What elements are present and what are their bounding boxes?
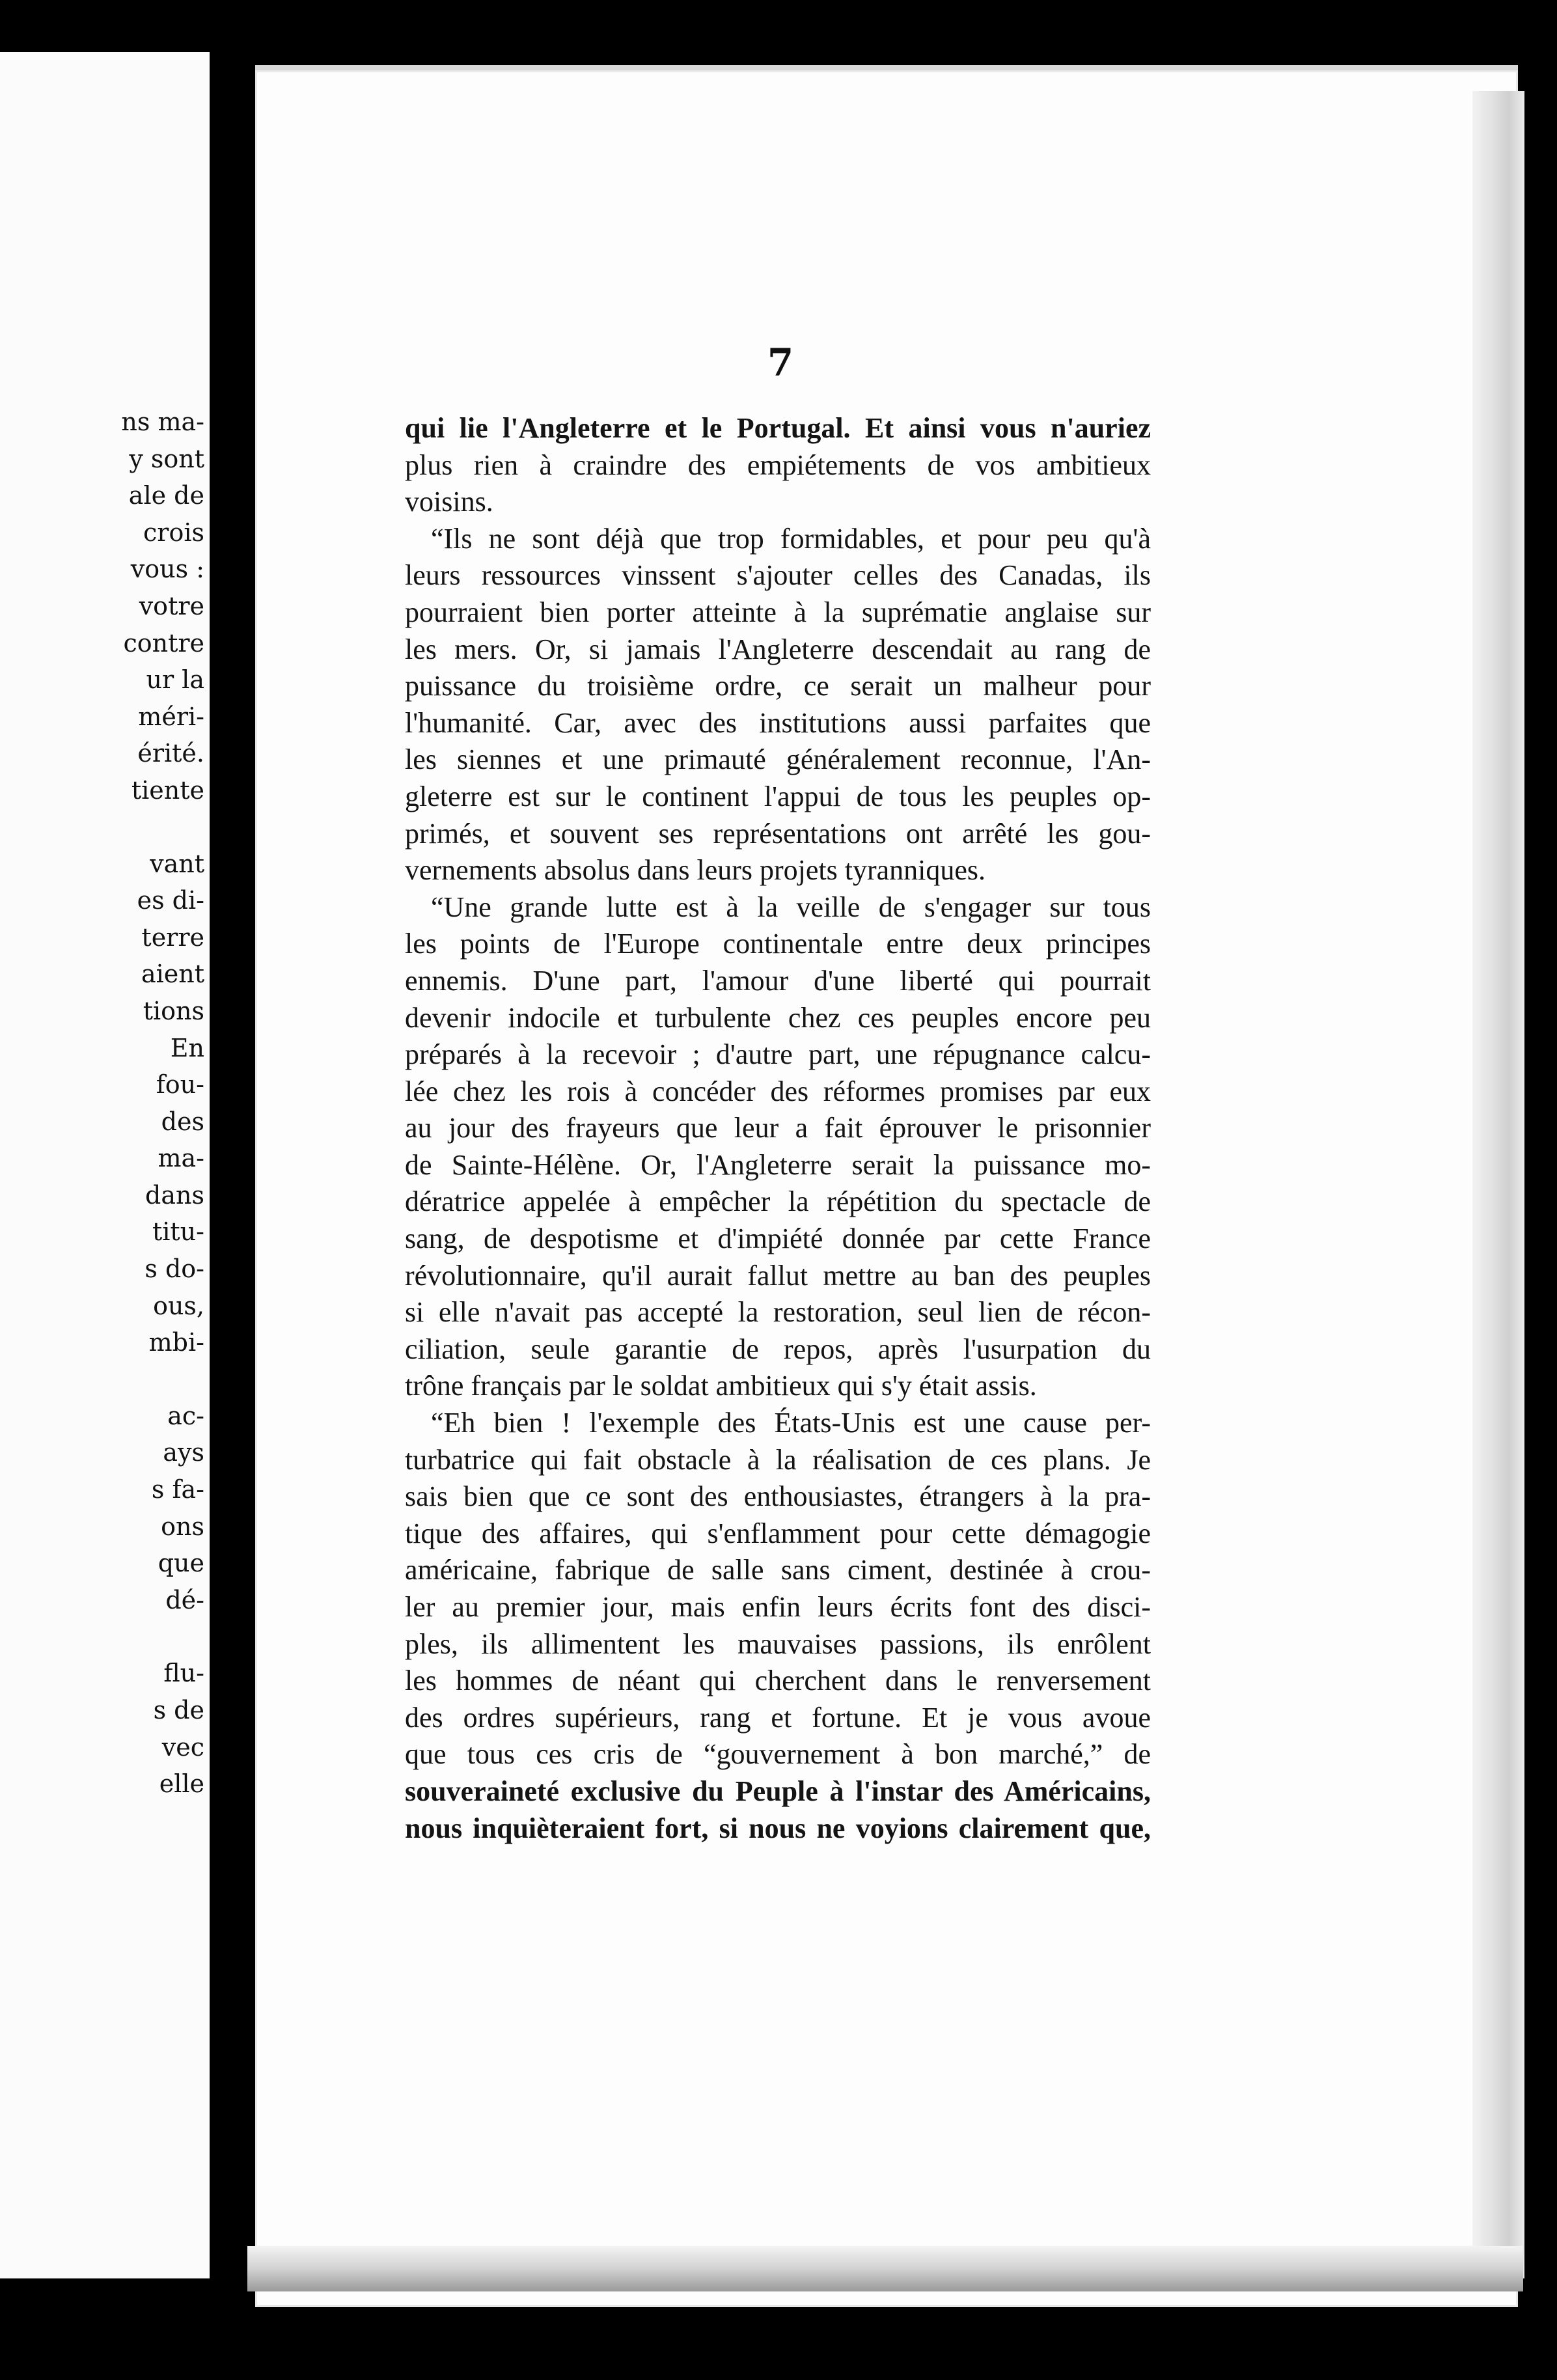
text-line: de Sainte-Hélène. Or, l'Angleterre serait la puissance mo- xyxy=(405,1148,1151,1181)
text-line: préparés à la recevoir ; d'autre part, une répugnance calcu- xyxy=(405,1038,1151,1071)
text-line: tique des affaires, qui s'enflamment pour cette démagogie xyxy=(405,1517,1151,1549)
text-line: les siennes et une primauté généralement reconnue, l'An- xyxy=(405,743,1151,776)
facing-page-line: méri- xyxy=(138,702,204,731)
text-line: les hommes de néant qui cherchent dans le renversement xyxy=(405,1665,1151,1697)
text-line: souveraineté exclusive du Peuple à l'instar des Américains, xyxy=(405,1775,1151,1807)
text-line: vernements absolus dans leurs projets tyranniques. xyxy=(405,854,986,887)
page-edge-bottom xyxy=(247,2246,1523,2291)
text-line: pourraient bien porter atteinte à la suprématie anglaise sur xyxy=(405,596,1151,628)
facing-page-line: contre xyxy=(123,628,204,657)
facing-page-line: fou- xyxy=(156,1070,204,1100)
facing-page-line: votre xyxy=(139,591,204,620)
text-line: gleterre est sur le continent l'appui de tous les peuples op- xyxy=(405,780,1151,812)
facing-page-line: ur la xyxy=(146,665,204,695)
text-line: au jour des frayeurs que leur a fait éprouver le prisonnier xyxy=(405,1112,1151,1144)
text-line: dératrice appelée à empêcher la répétition du spectacle de xyxy=(405,1185,1151,1218)
facing-page-line: dans xyxy=(145,1180,204,1210)
facing-page-line: dé- xyxy=(165,1585,204,1614)
body-text xyxy=(405,410,1151,1847)
facing-page-line xyxy=(121,1361,204,1398)
facing-page-line xyxy=(121,809,204,846)
facing-page-line: vant xyxy=(150,849,204,878)
facing-page-line: tiente xyxy=(131,775,204,805)
text-line: lée chez les rois à concéder des réformes promises par eux xyxy=(405,1075,1151,1107)
text-line: nous inquièteraient fort, si nous ne voyions clairement que, xyxy=(405,1812,1151,1844)
text-line: primés, et souvent ses représentations ont arrêté les gou- xyxy=(405,817,1151,850)
text-line: les mers. Or, si jamais l'Angleterre descendait au rang de xyxy=(405,633,1151,665)
facing-page-left xyxy=(0,52,210,2278)
text-line: devenir indocile et turbulente chez ces peuples encore peu xyxy=(405,1001,1151,1034)
text-line: puissance du troisième ordre, ce serait un malheur pour xyxy=(405,670,1151,702)
facing-page-line xyxy=(121,1618,204,1655)
text-line: qui lie l'Angleterre et le Portugal. Et ainsi vous n'auriez xyxy=(405,412,1151,444)
text-line: ples, ils allimentent les mauvaises passions, ils enrôlent xyxy=(405,1627,1151,1660)
text-line: ler au premier jour, mais enfin leurs écrits font des disci- xyxy=(405,1591,1151,1623)
facing-page-line: ac- xyxy=(167,1401,204,1430)
facing-page-line: s do- xyxy=(145,1254,204,1284)
facing-page-line: s fa- xyxy=(151,1475,204,1504)
text-line: sang, de despotisme et d'impiété donnée par cette France xyxy=(405,1223,1151,1255)
text-line: l'humanité. Car, avec des institutions aussi parfaites que xyxy=(405,706,1151,739)
text-line: que tous ces cris de “gouvernement à bon marché,” de xyxy=(405,1738,1151,1771)
facing-page-line: tions xyxy=(143,996,204,1025)
facing-page-line: titu- xyxy=(152,1217,204,1247)
text-line: “Une grande lutte est à la veille de s'engager sur tous xyxy=(431,891,1151,923)
text-line: “Ils ne sont déjà que trop formidables, et pour peu qu'à xyxy=(431,522,1151,555)
facing-page-line: y sont xyxy=(129,444,204,473)
text-line: ciliation, seule garantie de repos, après l'usurpation du xyxy=(405,1333,1151,1365)
facing-page-line: s de xyxy=(153,1696,204,1724)
facing-page-line: vous : xyxy=(130,555,204,584)
facing-page-line: ons xyxy=(161,1512,204,1541)
text-line: des ordres supérieurs, rang et fortune. Et je vous avoue xyxy=(405,1701,1151,1734)
facing-page-line: ays xyxy=(163,1438,204,1467)
text-line: leurs ressources vinssent s'ajouter celles des Canadas, ils xyxy=(405,559,1151,592)
text-line: si elle n'avait pas accepté la restoration, seul lien de récon- xyxy=(405,1296,1151,1329)
facing-page-line: es di- xyxy=(137,886,204,915)
facing-page-line: des xyxy=(161,1107,204,1136)
text-line: “Eh bien ! l'exemple des États-Unis est une cause per- xyxy=(431,1407,1151,1439)
facing-page-line: crois xyxy=(143,518,204,547)
facing-page-line: mbi- xyxy=(148,1328,204,1357)
text-line: sais bien que ce sont des enthousiastes, étrangers à la pra- xyxy=(405,1480,1151,1513)
facing-page-line: ale de xyxy=(128,481,204,510)
text-line: plus rien à craindre des empiétements de vos ambitieux xyxy=(405,449,1151,481)
facing-page-line: que xyxy=(158,1549,204,1578)
facing-page-line: En xyxy=(170,1033,204,1062)
facing-page-line: aient xyxy=(141,960,204,989)
text-line: révolutionnaire, qu'il aurait fallut mettre au ban des peuples xyxy=(405,1259,1151,1292)
facing-page-line: elle xyxy=(159,1769,204,1799)
facing-page-line: vec xyxy=(161,1732,204,1762)
page-number: 7 xyxy=(767,340,794,385)
facing-page-line: ma- xyxy=(158,1144,204,1173)
facing-page-line: érité. xyxy=(137,739,204,768)
text-line: les points de l'Europe continentale entre deux principes xyxy=(405,928,1151,960)
text-line: américaine, fabrique de salle sans ciment, destinée à crou- xyxy=(405,1554,1151,1586)
page-edge-right xyxy=(1472,91,1524,2278)
facing-page-line: ns ma- xyxy=(121,408,204,436)
text-line: voisins. xyxy=(405,486,493,518)
facing-page-line: ous, xyxy=(153,1291,204,1320)
text-line: ennemis. D'une part, l'amour d'une liberté qui pourrait xyxy=(405,964,1151,997)
text-line: turbatrice qui fait obstacle à la réalisation de ces plans. Je xyxy=(405,1443,1151,1476)
facing-page-text xyxy=(121,404,204,1803)
text-line: trône français par le soldat ambitieux qui s'y était assis. xyxy=(405,1370,1037,1402)
facing-page-line: flu- xyxy=(163,1659,204,1688)
facing-page-line: terre xyxy=(141,922,204,952)
